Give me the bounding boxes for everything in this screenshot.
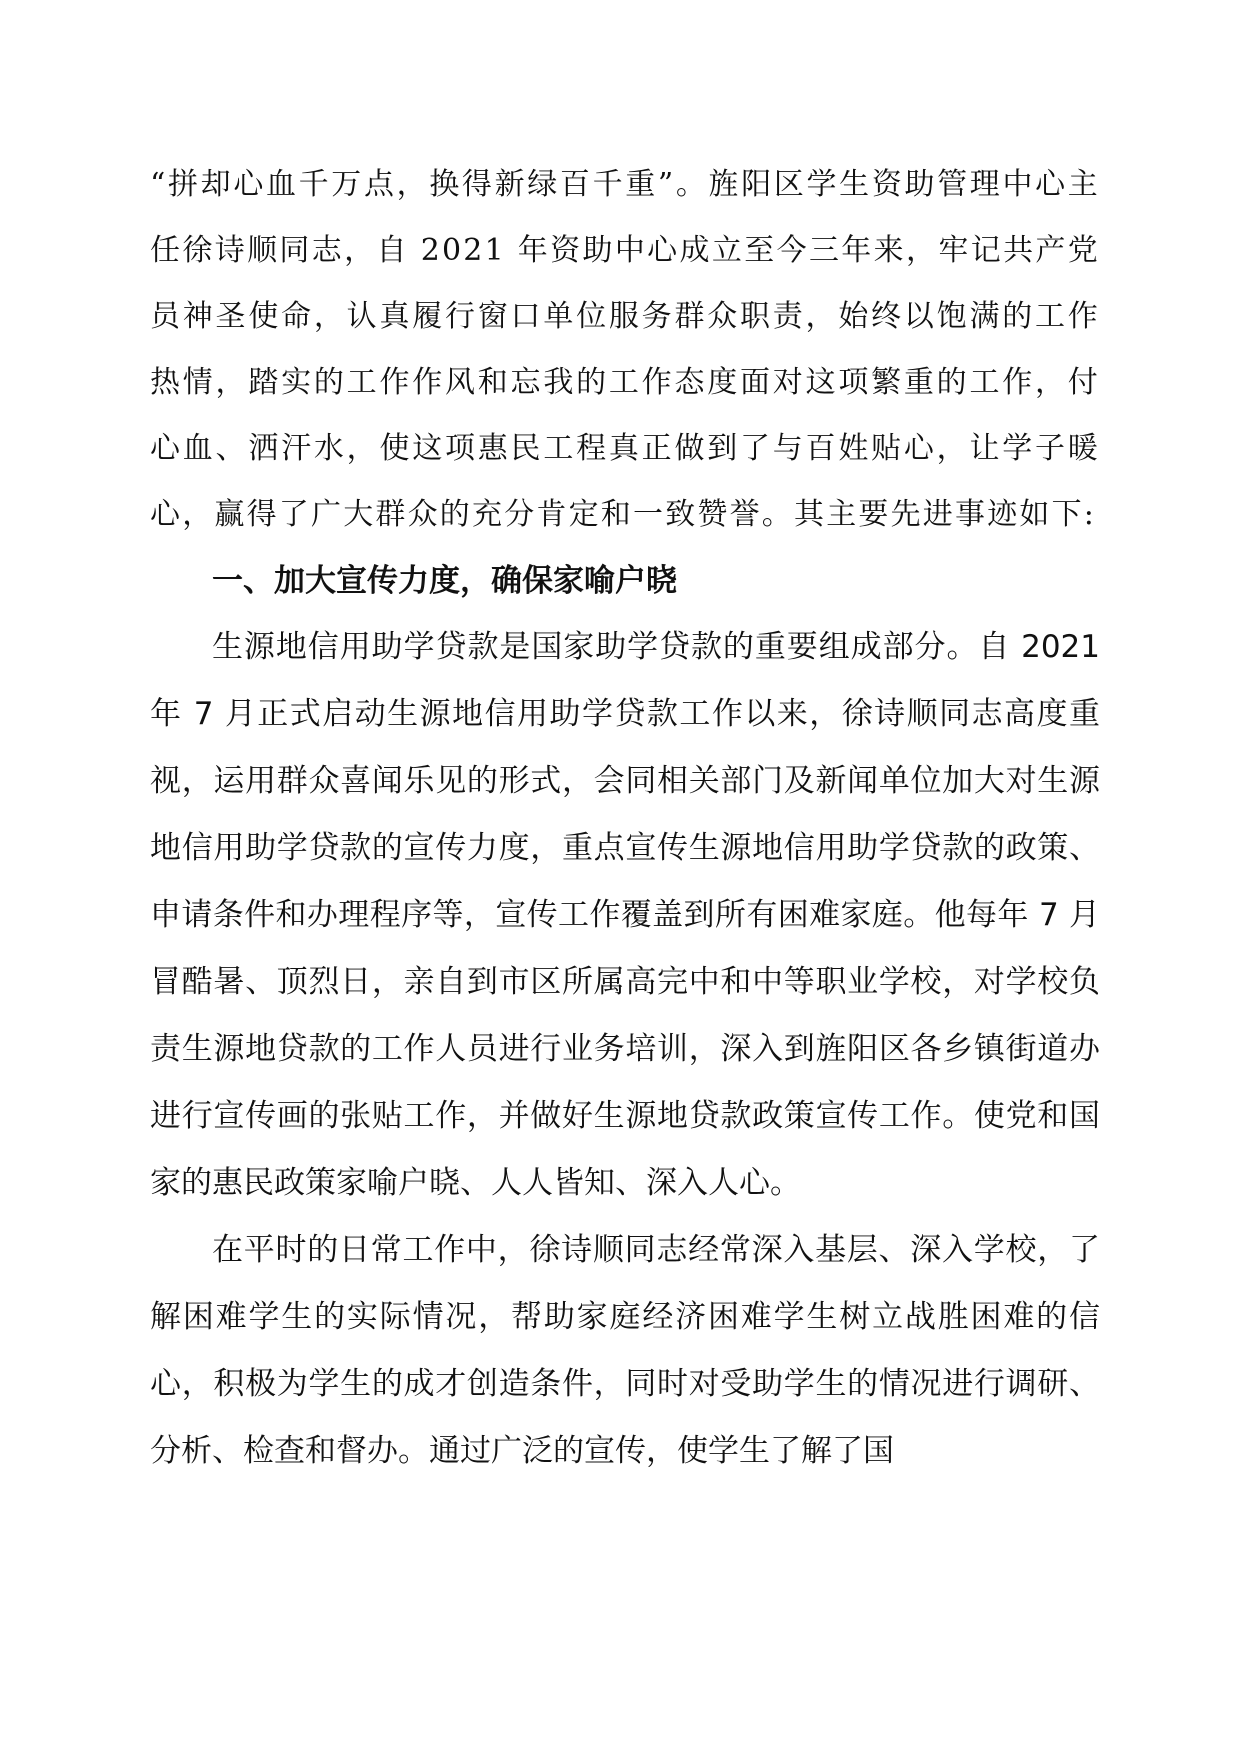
body-paragraph-1: 生源地信用助学贷款是国家助学贷款的重要组成部分。自 2021 年 7 月正式启动生源地信用助学贷款工作以来，徐诗顺同志高度重视，运用群众喜闻乐见的形式，会同相关部门及新闻单位加大对生源地信用助学贷款的宣传力度，重点宣传生源地信用助学贷款的政策、申请条件和办理程序等，宣传工作覆盖到所有困难家庭。他每年 7 月冒酷暑、顶烈日，亲自到市区所属高完中和中等职业学校，对学校负责生源地贷款的工作人员进行业务培训，深入到旌阳区各乡镇街道办进行宣传画的张贴工作，并做好生源地贷款政策宣传工作。使党和国家的惠民政策家喻户晓、人人皆知、深入人心。 — [150, 629, 1100, 1201]
intro-paragraph: “拼却心血千万点，换得新绿百千重”。旌阳区学生资助管理中心主任徐诗顺同志，自 2021 年资助中心成立至今三年来，牢记共产党员神圣使命，认真履行窗口单位服务群众职责，始终以饱满的工作热情，踏实的工作作风和忘我的工作态度面对这项繁重的工作，付心血、洒汗水，使这项惠民工程真正做到了与百姓贴心，让学子暖心，赢得了广大群众的充分肯定和一致赞誉。其主要先进事迹如下: — [150, 167, 1100, 532]
document-page — [150, 152, 1100, 1485]
body-paragraph-2: 在平时的日常工作中，徐诗顺同志经常深入基层、深入学校，了解困难学生的实际情况，帮助家庭经济困难学生树立战胜困难的信心，积极为学生的成才创造条件，同时对受助学生的情况进行调研、分析、检查和督办。通过广泛的宣传，使学生了解了国 — [150, 1232, 1100, 1469]
section-heading-1: 一、加大宣传力度，确保家喻户晓 — [212, 563, 677, 599]
